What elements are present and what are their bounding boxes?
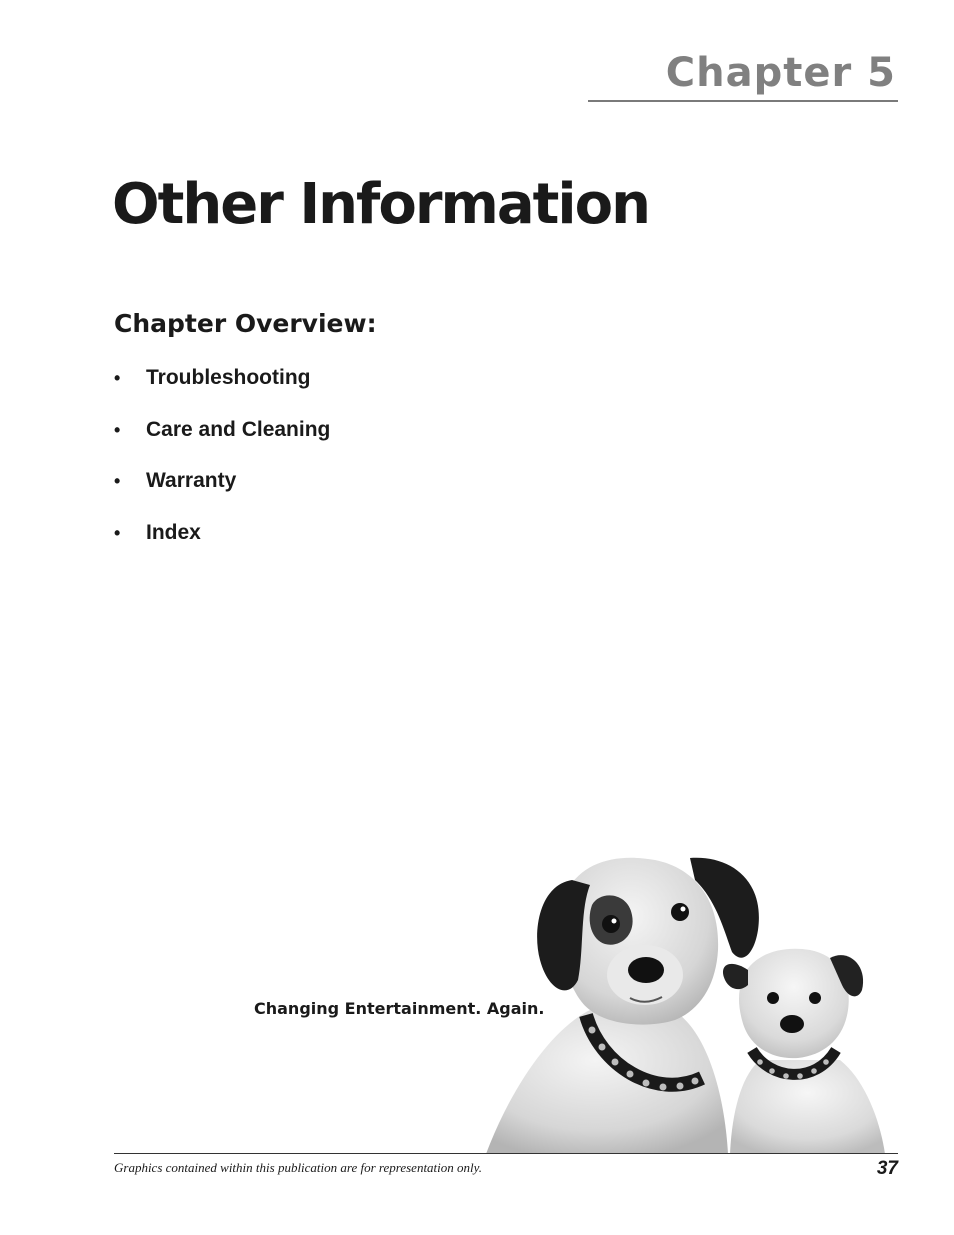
page-number: 37 [876, 1158, 898, 1179]
footer-rule [114, 1153, 898, 1154]
overview-heading: Chapter Overview: [114, 309, 377, 338]
list-item-label: Warranty [146, 469, 237, 492]
list-item [114, 521, 330, 573]
chapter-label: Chapter 5 [665, 50, 896, 96]
overview-list [114, 366, 330, 572]
bullet-icon: • [114, 522, 121, 543]
bullet-icon: • [114, 471, 121, 491]
bullet-icon: • [114, 419, 121, 440]
list-item [114, 469, 330, 521]
list-item-label: Index [146, 520, 201, 544]
list-item-label: Troubleshooting [146, 366, 311, 389]
footer-note: Graphics contained within this publication are for representation only. [114, 1160, 482, 1175]
list-item [114, 418, 330, 470]
list-item [114, 366, 330, 418]
list-item-label: Care and Cleaning [146, 417, 331, 441]
mascot-dogs-photo [480, 840, 900, 1154]
page-title: Other Information [112, 172, 649, 237]
tagline: Changing Entertainment. Again. [254, 999, 545, 1018]
chapter-rule [588, 100, 898, 102]
bullet-icon: • [114, 368, 121, 388]
